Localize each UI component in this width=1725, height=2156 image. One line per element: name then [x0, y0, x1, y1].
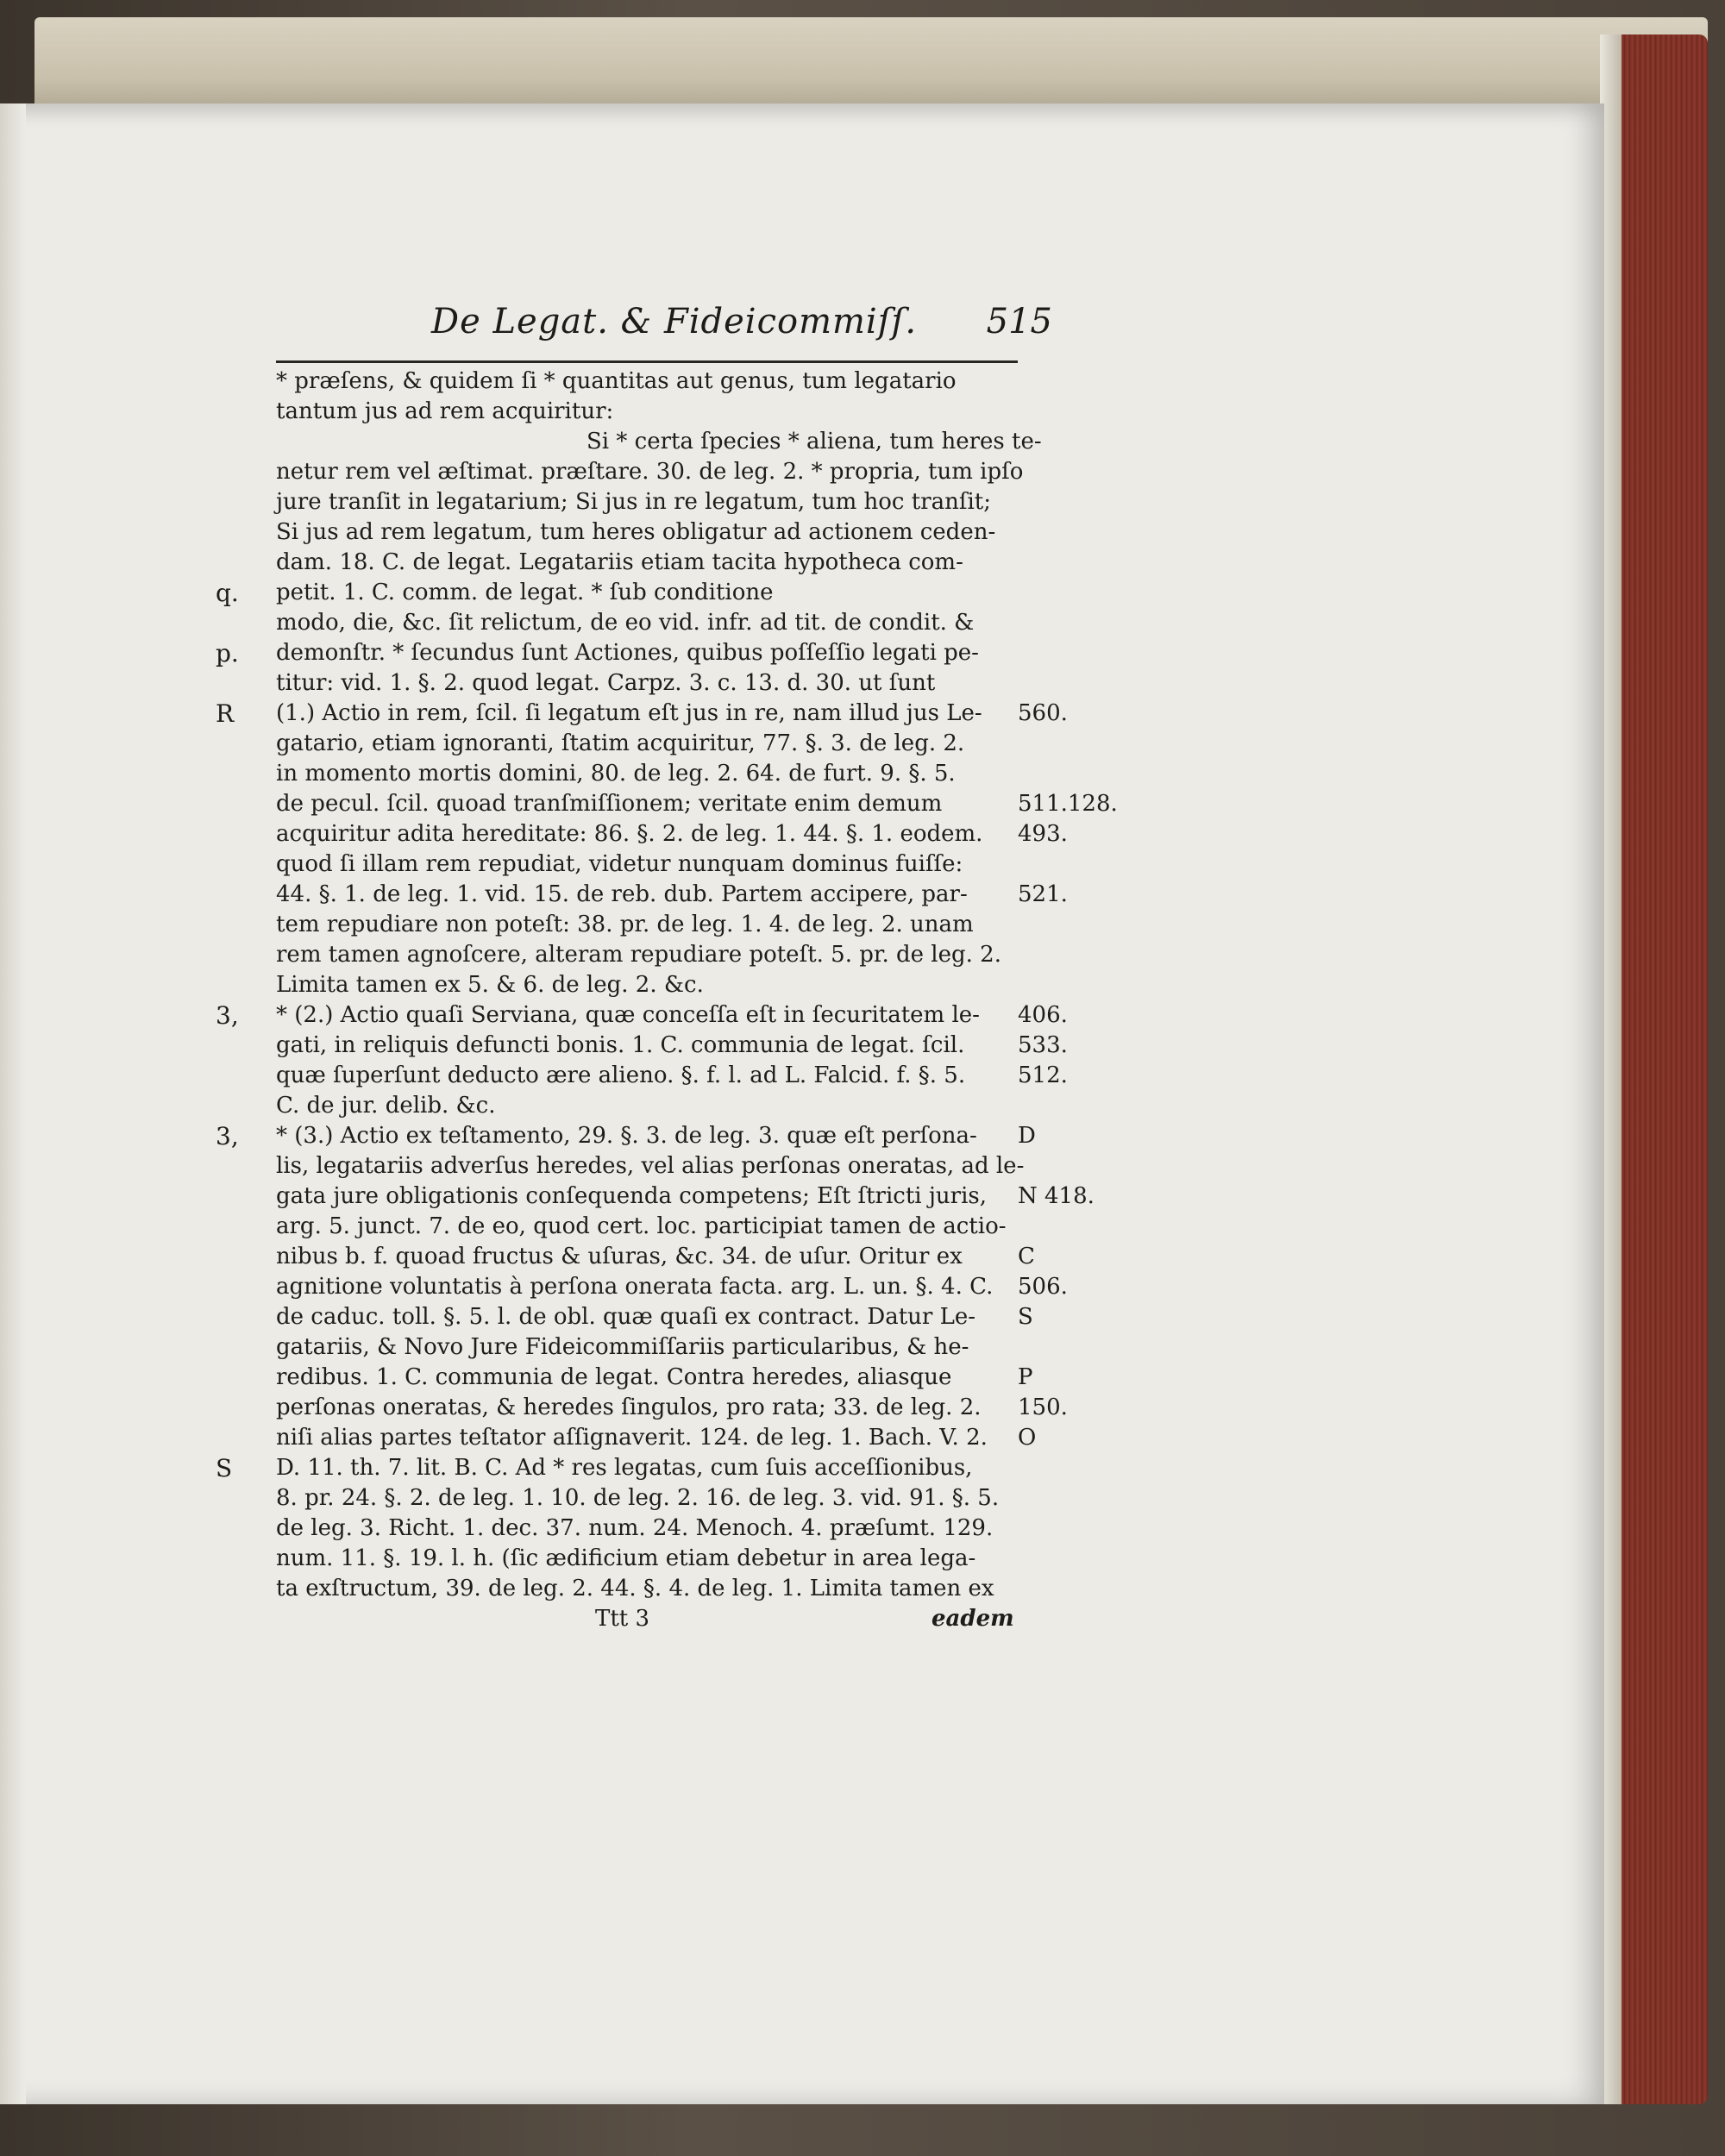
line-text: jure tranſit in legatarium; Si jus in re legatum, tum hoc tranſit;	[276, 489, 991, 515]
line-text: modo, die, &c. ſit relictum, de eo vid. infr. ad tit. de condit. &	[276, 610, 975, 636]
text-line	[259, 457, 1035, 487]
text-line	[259, 819, 1068, 849]
right-margin-note: O	[1018, 1425, 1037, 1451]
right-margin-note: C	[1018, 1244, 1035, 1269]
page-header	[431, 302, 1061, 354]
text-line	[259, 1181, 1095, 1212]
right-margin-note: 406.	[1018, 1002, 1068, 1028]
text-line	[259, 1302, 1035, 1332]
page-number: 515	[986, 302, 1052, 342]
text-line	[259, 427, 1042, 457]
line-text: acquiritur adita hereditate: 86. §. 2. de leg. 1. 44. §. 1. eodem.	[276, 821, 983, 847]
line-text: titur: vid. 1. §. 2. quod legat. Carpz. 3. c. 13. d. 30. ut ſunt	[276, 670, 936, 696]
line-text: de leg. 3. Richt. 1. dec. 37. num. 24. Menoch. 4. præſumt. 129.	[276, 1515, 994, 1541]
text-line	[259, 1031, 1068, 1061]
right-margin-note: 512.	[1018, 1062, 1068, 1088]
catchword: eadem	[932, 1606, 1014, 1632]
text-line	[259, 1514, 1035, 1544]
line-text: de pecul. ſcil. quoad tranſmiſſionem; veritate enim demum	[276, 791, 943, 817]
text-line	[216, 1000, 1068, 1031]
right-margin-note: 560.	[1018, 700, 1068, 726]
line-text: redibus. 1. C. communia de legat. Contra heredes, aliasque	[276, 1364, 952, 1390]
left-margin-note: q.	[216, 579, 239, 607]
line-text: tantum jus ad rem acquiritur:	[276, 398, 614, 424]
body-text	[216, 367, 1118, 1634]
line-text: * præſens, & quidem ſi * quantitas aut genus, tum legatario	[276, 368, 957, 394]
header-rule	[276, 360, 1018, 363]
line-text: arg. 5. junct. 7. de eo, quod cert. loc. participiat tamen de actio-	[276, 1213, 1007, 1239]
text-line	[259, 1393, 1068, 1423]
text-line	[259, 729, 1035, 759]
line-text: Limita tamen ex 5. & 6. de leg. 2. &c.	[276, 972, 704, 998]
left-margin-note: R	[216, 699, 235, 728]
right-margin-note: S	[1018, 1304, 1033, 1330]
line-text: Si * certa ſpecies * aliena, tum heres te-	[586, 429, 1042, 454]
line-text: quod ſi illam rem repudiat, videtur nunquam dominus fuiſſe:	[276, 851, 963, 877]
right-margin-note: 533.	[1018, 1032, 1068, 1058]
text-line	[259, 367, 1035, 397]
text-line	[259, 1242, 1035, 1272]
right-margin-note: D	[1018, 1123, 1036, 1149]
line-text: quæ ſuperſunt deducto ære alieno. §. f. l. ad L. Falcid. f. §. 5.	[276, 1062, 966, 1088]
text-line	[259, 1544, 1035, 1574]
text-line	[259, 1363, 1035, 1393]
line-text: gati, in reliquis defuncti bonis. 1. C. communia de legat. ſcil.	[276, 1032, 965, 1058]
line-text: demonſtr. * ſecundus ſunt Actiones, quibus poſſeſſio legati pe-	[276, 640, 979, 666]
line-text: tem repudiare non poteſt: 38. pr. de leg. 1. 4. de leg. 2. unam	[276, 912, 974, 937]
text-line	[259, 759, 1035, 789]
line-text: (1.) Actio in rem, ſcil. ſi legatum eſt jus in re, nam illud jus Le-	[276, 700, 982, 726]
text-line	[259, 789, 1118, 819]
left-margin-note: p.	[216, 639, 239, 667]
line-text: 44. §. 1. de leg. 1. vid. 15. de reb. dub. Partem accipere, par-	[276, 881, 968, 907]
line-text: C. de jur. delib. &c.	[276, 1093, 496, 1119]
line-text: num. 11. §. 19. l. h. (ſic ædificium etiam debetur in area lega-	[276, 1545, 976, 1571]
right-margin-note: 150.	[1018, 1395, 1068, 1420]
text-line	[259, 880, 1068, 910]
line-text: gatario, etiam ignoranti, ſtatim acquiritur, 77. §. 3. de leg. 2.	[276, 730, 965, 756]
line-text: gata jure obligationis conſequenda competens; Eſt ſtricti juris,	[276, 1183, 988, 1209]
text-line	[259, 517, 1035, 548]
line-text: niſi alias partes teſtator aſſignaverit. 124. de leg. 1. Bach. V. 2.	[276, 1425, 988, 1451]
text-line	[259, 608, 1035, 638]
text-line	[259, 849, 1035, 880]
signature-mark: Ttt 3	[595, 1606, 650, 1632]
text-line	[259, 970, 1035, 1000]
text-line	[259, 1332, 1035, 1363]
text-line	[216, 1121, 1036, 1151]
right-margin-note: P	[1018, 1364, 1033, 1390]
running-title: De Legat. & Fideicommiſſ.	[431, 302, 918, 342]
line-text: netur rem vel æſtimat. præſtare. 30. de leg. 2. * propria, tum ipſo	[276, 459, 1024, 485]
text-line	[259, 397, 1035, 427]
line-text: agnitione voluntatis à perſona onerata facta. arg. L. un. §. 4. C.	[276, 1274, 994, 1300]
line-text: D. 11. th. 7. lit. B. C. Ad * res legatas, cum ſuis acceſſionibus,	[276, 1455, 973, 1481]
right-margin-note: 506.	[1018, 1274, 1068, 1300]
text-line	[259, 1423, 1035, 1453]
text-line	[216, 638, 1035, 668]
line-text: gatariis, & Novo Jure Fideicommiſſariis particularibus, & he-	[276, 1334, 969, 1360]
text-line	[259, 1212, 1035, 1242]
line-text: 8. pr. 24. §. 2. de leg. 1. 10. de leg. 2. 16. de leg. 3. vid. 91. §. 5.	[276, 1485, 1000, 1511]
line-text: perſonas oneratas, & heredes ſingulos, pro rata; 33. de leg. 2.	[276, 1395, 982, 1420]
left-margin-note: S	[216, 1454, 233, 1482]
text-line	[259, 910, 1035, 940]
text-line	[259, 487, 1035, 517]
line-text: nibus b. f. quoad fructus & uſuras, &c. 34. de uſur. Oritur ex	[276, 1244, 963, 1269]
line-text: in momento mortis domini, 80. de leg. 2. 64. de furt. 9. §. 5.	[276, 761, 956, 787]
text-line	[259, 548, 1035, 578]
left-margin-note: 3,	[216, 1122, 239, 1150]
line-text: * (3.) Actio ex teſtamento, 29. §. 3. de leg. 3. quæ eſt perſona-	[276, 1123, 977, 1149]
text-line	[259, 1151, 1035, 1181]
right-margin-note: 493.	[1018, 821, 1068, 847]
text-line	[216, 578, 1035, 608]
line-text: dam. 18. C. de legat. Legatariis etiam tacita hypotheca com-	[276, 549, 963, 575]
right-margin-note: 511.128.	[1018, 791, 1118, 817]
line-text: lis, legatariis adverſus heredes, vel alias perſonas oneratas, ad le-	[276, 1153, 1025, 1179]
text-line	[259, 1091, 1035, 1121]
right-margin-note: N 418.	[1018, 1183, 1095, 1209]
line-text: petit. 1. C. comm. de legat. * ſub conditione	[276, 580, 774, 605]
left-margin-note: 3,	[216, 1001, 239, 1030]
text-line	[259, 940, 1035, 970]
page-gutter	[0, 103, 26, 2104]
line-text: * (2.) Actio quaſi Serviana, quæ conceſſa eſt in ſecuritatem le-	[276, 1002, 980, 1028]
text-line	[259, 1272, 1068, 1302]
text-line	[216, 1453, 1035, 1483]
text-line	[216, 699, 1068, 729]
line-text: rem tamen agnoſcere, alteram repudiare poteſt. 5. pr. de leg. 2.	[276, 942, 1001, 968]
line-text: ta exſtructum, 39. de leg. 2. 44. §. 4. de leg. 1. Limita tamen ex	[276, 1576, 994, 1601]
text-line	[259, 1483, 1035, 1514]
right-margin-note: 521.	[1018, 881, 1068, 907]
line-text: Si jus ad rem legatum, tum heres obligatur ad actionem ceden-	[276, 519, 996, 545]
text-line	[259, 668, 1035, 699]
text-line	[259, 1061, 1068, 1091]
text-line	[259, 1574, 1035, 1604]
line-text: de caduc. toll. §. 5. l. de obl. quæ quaſi ex contract. Datur Le-	[276, 1304, 976, 1330]
page-footer	[259, 1604, 1035, 1634]
